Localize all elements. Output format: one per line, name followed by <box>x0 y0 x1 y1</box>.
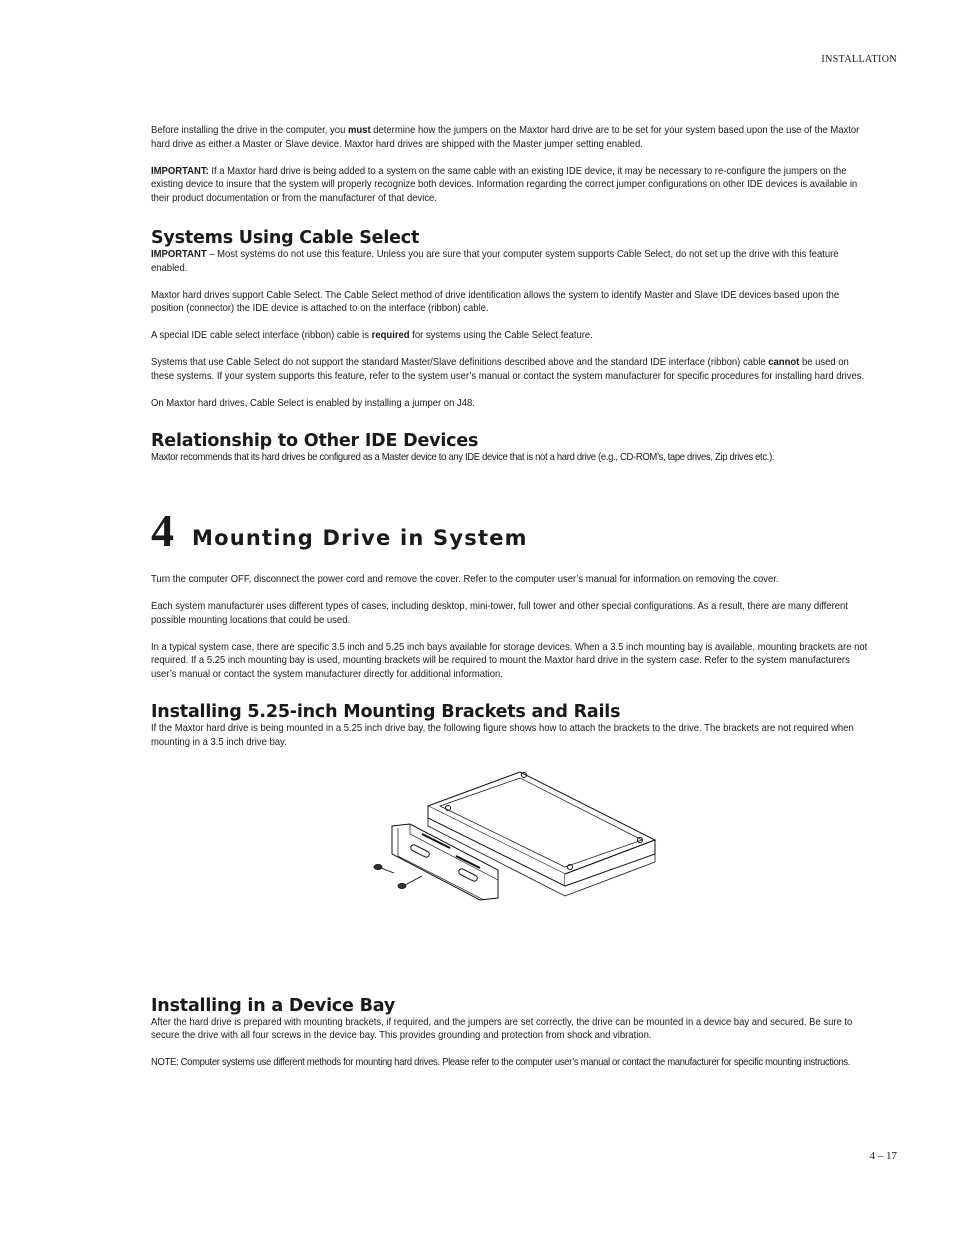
cable-select-paragraph-1: IMPORTANT – Most systems do not use this feature. Unless you are sure that your computer system supports Cable Select, do not set up the drive with this feature enabled. <box>151 248 839 274</box>
chapter-paragraph-3: In a typical system case, there are specific 3.5 inch and 5.25 inch bays available for storage devices. When a 3.5 inch mounting bay is available, mounting brackets are not required. If a 5.25 inch mounting bay is used, mounting brackets will be required to mount the Maxtor hard drive in the system case. Refer to the system manufacturers user’s manual or contact the system manufacturer directly for additional information. <box>151 641 868 681</box>
heading-brackets: Installing 5.25-inch Mounting Brackets and Rails <box>151 701 621 722</box>
page-number: 4 – 17 <box>869 1150 897 1162</box>
intro-paragraph-2: IMPORTANT: If a Maxtor hard drive is being added to a system on the same cable with an existing IDE device, it may be necessary to re-configure the jumpers on the existing device to insure that the system will properly recognize both devices. Information regarding the correct jumper configurations on other IDE devices is available in their product documentation or from the manufacturer of that device. <box>151 165 858 205</box>
device-bay-paragraph-1: After the hard drive is prepared with mounting brackets, if required, and the jumpers are set correctly, the drive can be mounted in a device bay and secured. Be sure to secure the drive with all four screws in the device bay. This provides grounding and protection from shock and vibration. <box>151 1016 853 1042</box>
running-header: INSTALLATION <box>821 54 897 65</box>
drive-bracket-illustration <box>370 766 660 906</box>
heading-cable-select: Systems Using Cable Select <box>151 227 420 248</box>
intro-paragraph-1: Before installing the drive in the computer, you must determine how the jumpers on the Maxtor hard drive are to be set for your system based upon the use of the Maxtor hard drive as either a Master or Slave device. Maxtor hard drives are shipped with the Master jumper setting enabled. <box>151 125 860 150</box>
chapter-heading <box>151 505 871 557</box>
page-content <box>151 124 871 1083</box>
heading-device-bay: Installing in a Device Bay <box>151 995 396 1016</box>
mounting-screw <box>398 876 422 889</box>
chapter-number: 4 <box>151 505 174 557</box>
brackets-paragraph-1: If the Maxtor hard drive is being mounted in a 5.25 inch drive bay, the following figure shows how to attach the brackets to the drive. The brackets are not required when mounting in a 3.5 inch drive bay. <box>151 722 854 748</box>
cable-select-paragraph-4: Systems that use Cable Select do not support the standard Master/Slave definitions described above and the standard IDE interface (ribbon) cable cannot be used on these systems. If your system supports this feature, refer to the system user’s manual or contact the system manufacturer for specific procedures for installing hard drives. <box>151 356 865 382</box>
mounting-screw <box>374 865 394 874</box>
chapter-title: Mounting Drive in System <box>192 526 528 551</box>
chapter-paragraph-1: Turn the computer OFF, disconnect the power cord and remove the cover. Refer to the computer user’s manual for information on removing the cover. <box>151 574 779 586</box>
heading-relationship: Relationship to Other IDE Devices <box>151 431 479 452</box>
relationship-paragraph-1: Maxtor recommends that its hard drives be configured as a Master device to any IDE device that is not a hard drive (e.g., CD-ROM’s, tape drives, Zip drives etc.). <box>151 452 775 464</box>
cable-select-paragraph-3: A special IDE cable select interface (ribbon) cable is required for systems using the Cable Select feature. <box>151 330 593 342</box>
device-bay-paragraph-2: NOTE: Computer systems use different methods for mounting hard drives. Please refer to the computer user’s manual or contact the manufacturer for specific mounting instructions. <box>151 1057 851 1069</box>
chapter-paragraph-2: Each system manufacturer uses different types of cases, including desktop, mini-tower, full tower and other special configurations. As a result, there are many different possible mounting locations that could be used. <box>151 600 848 626</box>
cable-select-paragraph-5: On Maxtor hard drives, Cable Select is enabled by installing a jumper on J48. <box>151 397 475 409</box>
cable-select-paragraph-2: Maxtor hard drives support Cable Select. The Cable Select method of drive identification allows the system to identify Master and Slave IDE devices based upon the position (connector) the IDE device is attached to on the interface (ribbon) cable. <box>151 289 840 315</box>
